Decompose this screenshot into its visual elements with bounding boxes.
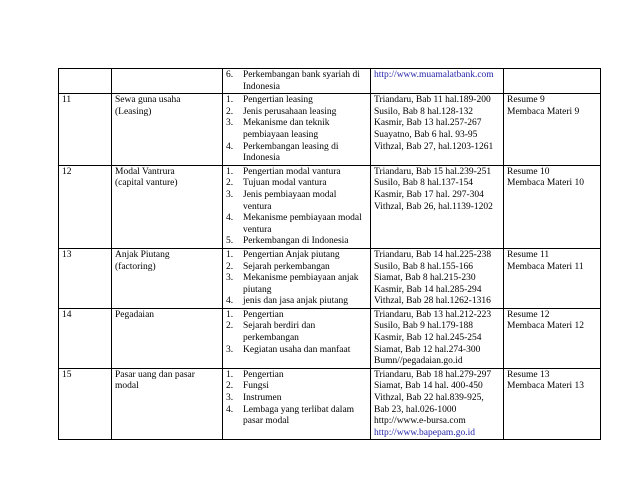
reference-line: Susilo, Bab 9 hal.179-188: [374, 321, 473, 332]
task-line: Resume 13: [507, 369, 550, 380]
topic-line: (factoring): [115, 261, 156, 272]
subtopic-number: 4.: [226, 296, 234, 307]
subtopic-number: 2.: [226, 178, 234, 189]
subtopic-number: 2.: [226, 106, 234, 117]
task-line: Resume 10: [507, 166, 550, 177]
subtopic-item: [226, 296, 367, 308]
references-cell: [371, 94, 504, 166]
subtopic-item: [226, 142, 367, 165]
task-line: Resume 11: [507, 249, 550, 260]
references-cell: [371, 69, 504, 94]
subtopic-item: [226, 167, 367, 179]
subtopic-text: Pengertian: [243, 369, 284, 380]
subtopic-text: Sejarah perkembangan: [243, 261, 330, 272]
reference-line: Susilo, Bab 8 hal.137-154: [374, 178, 473, 189]
subtopic-item: [226, 273, 367, 296]
reference-line: Kasmir, Bab 17 hal. 297-304: [374, 189, 484, 200]
subtopic-item: [226, 236, 367, 248]
references-cell: [371, 308, 504, 368]
subtopic-item: [226, 250, 367, 262]
syllabus-table: [58, 68, 601, 440]
table-row: [59, 165, 601, 248]
subtopic-item: [226, 370, 367, 382]
subtopic-text: Instrumen: [243, 393, 282, 404]
reference-line: Susilo, Bab 8 hal.128-132: [374, 106, 473, 117]
subtopic-list: [226, 95, 367, 165]
subtopic-number: 1.: [226, 166, 234, 177]
table-row: [59, 94, 601, 166]
subtopic-item: [226, 321, 367, 344]
subtopic-text: Perkembangan bank syariah di Indonesia: [243, 70, 360, 92]
subtopic-list: [226, 370, 367, 428]
tasks-cell: [504, 94, 601, 166]
references-cell: [371, 368, 504, 440]
subtopic-number: 3.: [226, 393, 234, 404]
subtopic-text: Lembaga yang terlibat dalam pasar modal: [243, 404, 355, 427]
subtopic-number: 2.: [226, 321, 234, 332]
table-row: [59, 308, 601, 368]
subtopic-text: Perkembangan di Indonesia: [243, 236, 349, 247]
subtopic-number: 1.: [226, 309, 234, 320]
reference-link[interactable]: http://www.muamalatbank.com: [374, 70, 494, 80]
subtopic-text: Perkembangan leasing di Indonesia: [243, 141, 339, 164]
task-line: Membaca Materi 9: [507, 106, 580, 117]
subtopic-list: [226, 167, 367, 248]
meeting-number-cell: 15: [59, 368, 112, 440]
tasks-cell: [504, 368, 601, 440]
reference-line: Siamat, Bab 8 hal.215-230: [374, 273, 476, 284]
subtopic-number: 4.: [226, 213, 234, 224]
table-row: [59, 69, 601, 94]
reference-line: Vithzal, Bab 28 hal.1262-1316: [374, 296, 491, 307]
subtopic-number: 3.: [226, 273, 234, 284]
subtopic-list: [226, 70, 367, 93]
subtopic-item: [226, 190, 367, 213]
subtopic-item: [226, 213, 367, 236]
subtopic-text: Fungsi: [243, 381, 269, 392]
subtopic-item: [226, 381, 367, 393]
reference-line: http://www.e-bursa.com: [374, 416, 466, 427]
subtopic-text: Jenis pembiayaan modal ventura: [243, 189, 337, 212]
subtopic-number: 3.: [226, 189, 234, 200]
subtopic-text: Kegiatan usaha dan manfaat: [243, 344, 351, 355]
meeting-number-cell: 13: [59, 248, 112, 308]
subtopic-text: Mekanisme dan teknik pembiayaan leasing: [243, 118, 330, 140]
subtopic-number: 2.: [226, 381, 234, 392]
subtopics-cell: [223, 94, 371, 166]
reference-line: Triandaru, Bab 15 hal.239-251: [374, 166, 492, 177]
task-line: Membaca Materi 11: [507, 261, 584, 272]
reference-line: Triandaru, Bab 18 hal.279-297: [374, 369, 492, 380]
task-line: Membaca Materi 10: [507, 178, 585, 189]
reference-line: Suayatno, Bab 6 hal. 93-95: [374, 129, 478, 140]
subtopic-item: [226, 95, 367, 107]
topic-cell: [112, 165, 223, 248]
subtopic-text: Pengertian Anjak piutang: [243, 249, 340, 260]
reference-line: Vithzal, Bab 27, hal.1203-1261: [374, 141, 494, 152]
meeting-number-cell: 11: [59, 94, 112, 166]
reference-line: Kasmir, Bab 13 hal.257-267: [374, 118, 482, 129]
task-line: Membaca Materi 12: [507, 321, 585, 332]
topic-line: Modal Vantrura: [115, 166, 175, 177]
subtopic-item: [226, 118, 367, 141]
subtopic-text: Jenis perusahaan leasing: [243, 106, 337, 117]
topic-cell: [112, 94, 223, 166]
topic-line: modal: [115, 381, 139, 392]
tasks-cell: [504, 248, 601, 308]
reference-line: Kasmir, Bab 12 hal.245-254: [374, 333, 482, 344]
subtopics-cell: [223, 308, 371, 368]
reference-line: Siamat, Bab 12 hal.274-300: [374, 344, 481, 355]
subtopic-text: jenis dan jasa anjak piutang: [243, 296, 348, 307]
subtopics-cell: [223, 368, 371, 440]
subtopic-item: [226, 262, 367, 274]
subtopic-item: [226, 345, 367, 357]
reference-line: Bab 23, hal.026-1000: [374, 404, 457, 415]
subtopic-item: [226, 107, 367, 119]
reference-line: Triandaru, Bab 13 hal.212-223: [374, 309, 492, 320]
subtopic-number: 2.: [226, 261, 234, 272]
subtopic-list: [226, 310, 367, 356]
topic-cell: [112, 69, 223, 94]
tasks-cell: [504, 165, 601, 248]
meeting-number-cell: 14: [59, 308, 112, 368]
subtopic-number: 4.: [226, 141, 234, 152]
table-row: [59, 368, 601, 440]
subtopics-cell: [223, 69, 371, 94]
subtopic-text: Pengertian leasing: [243, 95, 313, 106]
subtopic-text: Sejarah berdiri dan perkembangan: [243, 321, 316, 344]
subtopic-list: [226, 250, 367, 308]
reference-line: Triandaru, Bab 14 hal.225-238: [374, 249, 492, 260]
subtopic-number: 3.: [226, 344, 234, 355]
subtopic-number: 1.: [226, 95, 234, 106]
subtopic-number: 3.: [226, 118, 234, 129]
reference-line: Triandaru, Bab 11 hal.189-200: [374, 95, 491, 106]
meeting-number-cell: [59, 69, 112, 94]
reference-line: Bumn//pegadaian.go.id: [374, 356, 463, 367]
topic-line: Pegadaian: [115, 309, 155, 320]
subtopic-item: [226, 405, 367, 428]
topic-line: (capital vanture): [115, 178, 178, 189]
subtopic-number: 4.: [226, 404, 234, 415]
subtopic-item: [226, 393, 367, 405]
subtopic-number: 1.: [226, 369, 234, 380]
subtopic-text: Pengertian modal vantura: [243, 166, 341, 177]
subtopic-text: Tujuan modal vantura: [243, 178, 327, 189]
tasks-cell: [504, 69, 601, 94]
subtopic-number: 6.: [226, 70, 234, 80]
references-cell: [371, 248, 504, 308]
meeting-number-cell: 12: [59, 165, 112, 248]
topic-line: Sewa guna usaha: [115, 95, 181, 106]
subtopic-number: 5.: [226, 236, 234, 247]
topic-line: Pasar uang dan pasar: [115, 369, 195, 380]
reference-line: Susilo, Bab 8 hal.155-166: [374, 261, 473, 272]
task-line: Membaca Materi 13: [507, 381, 585, 392]
tasks-cell: [504, 308, 601, 368]
subtopics-cell: [223, 248, 371, 308]
subtopics-cell: [223, 165, 371, 248]
topic-cell: [112, 368, 223, 440]
topic-cell: [112, 248, 223, 308]
reference-line: Kasmir, Bab 14 hal.285-294: [374, 284, 482, 295]
subtopic-item: [226, 70, 367, 93]
reference-line: Siamat, Bab 14 hal. 400-450: [374, 381, 483, 392]
topic-line: Anjak Piutang: [115, 249, 170, 260]
topic-cell: [112, 308, 223, 368]
topic-line: (Leasing): [115, 106, 152, 117]
subtopic-item: [226, 178, 367, 190]
subtopic-item: [226, 310, 367, 322]
subtopic-text: Mekanisme pembiayaan modal ventura: [243, 213, 362, 235]
subtopic-text: Pengertian: [243, 309, 284, 320]
task-line: Resume 9: [507, 95, 545, 106]
subtopic-number: 1.: [226, 249, 234, 260]
reference-link[interactable]: http://www.bapepam.go.id: [374, 427, 475, 438]
reference-line: Vithzal, Bab 22 hal.839-925,: [374, 393, 484, 404]
table-row: [59, 248, 601, 308]
subtopic-text: Mekanisme pembiayaan anjak piutang: [243, 273, 359, 295]
task-line: Resume 12: [507, 309, 550, 320]
references-cell: [371, 165, 504, 248]
reference-line: Vithzal, Bab 26, hal.1139-1202: [374, 201, 493, 212]
